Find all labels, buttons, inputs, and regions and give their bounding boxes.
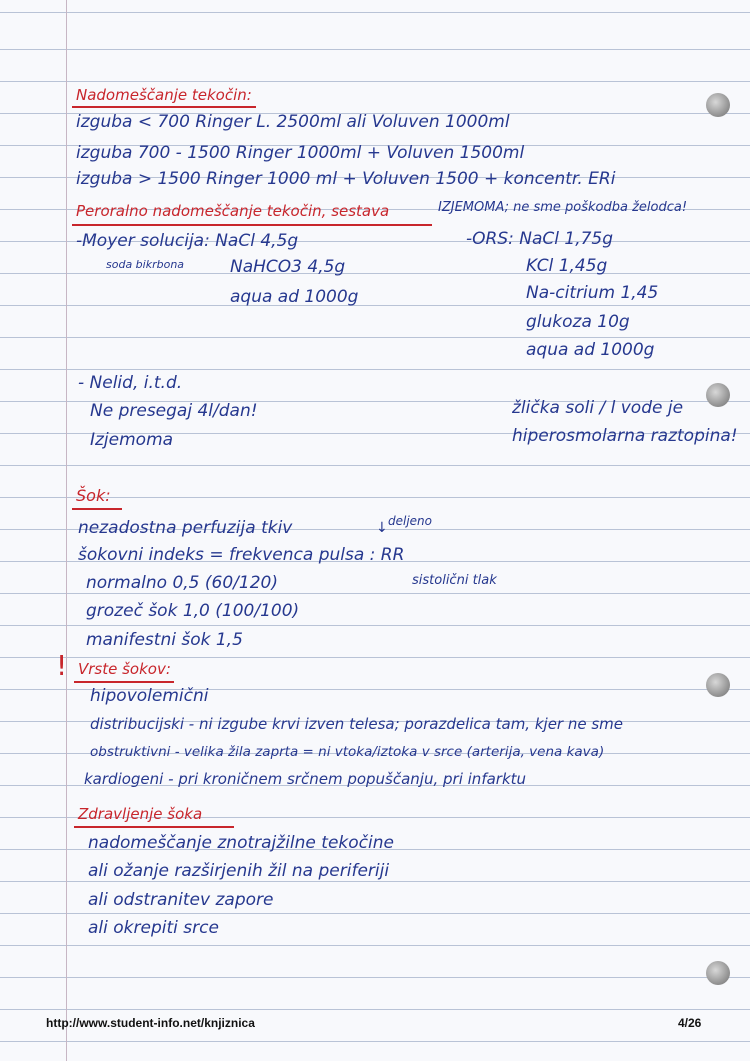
line-moyer: -Moyer solucija: NaCl 4,5g — [76, 231, 299, 251]
line-aqua-1: aqua ad 1000g — [230, 287, 359, 307]
footer-url[interactable]: http://www.student-info.net/knjiznica — [46, 1016, 255, 1030]
line-nezadostna: nezadostna perfuzija tkiv — [78, 518, 293, 538]
line-citrium: Na-citrium 1,45 — [526, 283, 659, 303]
line-kardiogeni: kardiogeni - pri kroničnem srčnem popuščanju, pri infarktu — [84, 770, 527, 788]
line-aqua-2: aqua ad 1000g — [526, 340, 655, 360]
footer-page-number: 4/26 — [678, 1016, 702, 1030]
punch-hole-4 — [706, 961, 730, 985]
line-izguba-3: izguba > 1500 Ringer 1000 ml + Voluven 1500 + koncentr. ERi — [76, 169, 616, 189]
heading-underline — [74, 681, 174, 683]
note-soda: soda bikrbona — [106, 258, 185, 271]
line-distribucijski: distribucijski - ni izgube krvi izven telesa; porazdelica tam, kjer ne sme — [90, 715, 624, 733]
note-sistolicni: sistolični tlak — [412, 573, 497, 588]
line-izguba-2: izguba 700 - 1500 Ringer 1000ml + Voluven 1500ml — [76, 143, 525, 163]
line-kcl: KCl 1,45g — [526, 256, 608, 276]
line-hipovolemicni: hipovolemični — [90, 686, 209, 706]
heading-vrste-sokov: Vrste šokov: — [78, 660, 171, 678]
line-ne-presegaj: Ne presegaj 4l/dan! — [90, 401, 258, 421]
heading-underline — [74, 826, 234, 828]
heading-underline — [72, 106, 256, 108]
heading-sok: Šok: — [76, 486, 111, 505]
punch-hole-1 — [706, 93, 730, 117]
heading-underline — [72, 224, 432, 226]
line-izguba-1: izguba < 700 Ringer L. 2500ml ali Voluven 1000ml — [76, 112, 510, 132]
margin-line — [66, 0, 67, 1061]
heading-underline — [72, 508, 122, 510]
line-ors-nacl: -ORS: NaCl 1,75g — [466, 229, 614, 249]
line-izjemoma: Izjemoma — [90, 430, 174, 450]
arrow-down-icon: ↓ — [376, 520, 388, 536]
line-zlicka-2: hiperosmolarna raztopina! — [512, 426, 738, 446]
punch-hole-3 — [706, 673, 730, 697]
line-zdravljenje-4: ali okrepiti srce — [88, 918, 219, 938]
exclamation-mark: ! — [56, 649, 68, 682]
line-glukoza: glukoza 10g — [526, 312, 630, 332]
line-nelid: - Nelid, i.t.d. — [78, 373, 183, 393]
heading-peroralno: Peroralno nadomeščanje tekočin, sestava — [76, 202, 390, 220]
line-nahco3: NaHCO3 4,5g — [230, 257, 346, 277]
line-obstruktivni: obstruktivni - velika žila zaprta = ni vtoka/iztoka v srce (arterija, vena kava) — [90, 744, 605, 760]
line-zdravljenje-1: nadomeščanje znotrajžilne tekočine — [88, 833, 394, 853]
punch-hole-2 — [706, 383, 730, 407]
line-grozec: grozeč šok 1,0 (100/100) — [86, 601, 300, 621]
heading-nadomescanje: Nadomeščanje tekočin: — [76, 86, 252, 104]
line-zdravljenje-2: ali ožanje razširjenih žil na periferiji — [88, 861, 390, 881]
line-manifestni: manifestni šok 1,5 — [86, 630, 243, 650]
line-zdravljenje-3: ali odstranitev zapore — [88, 890, 274, 910]
note-izjemoma: IZJEMOMA; ne sme poškodba želodca! — [438, 200, 688, 215]
note-deljeno: deljeno — [388, 514, 432, 528]
line-sokovni: šokovni indeks = frekvenca pulsa : RR — [78, 545, 405, 565]
line-zlicka-1: žlička soli / l vode je — [512, 398, 684, 418]
heading-zdravljenje: Zdravljenje šoka — [78, 805, 203, 823]
line-normalno: normalno 0,5 (60/120) — [86, 573, 278, 593]
